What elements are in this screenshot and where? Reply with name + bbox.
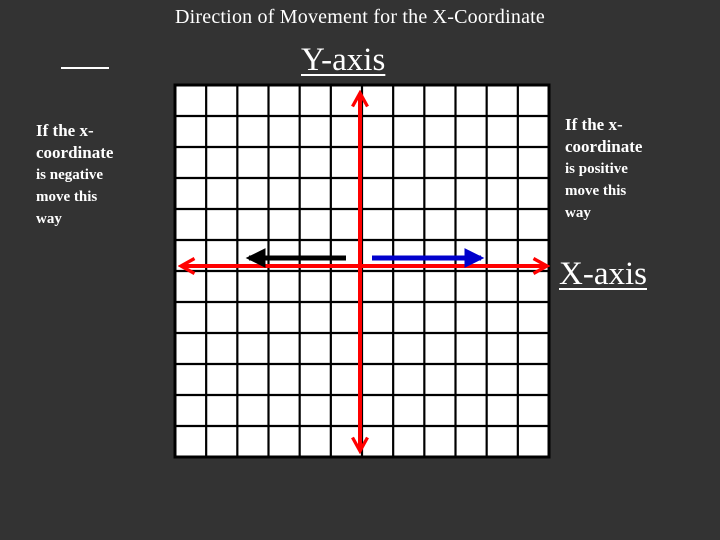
note-line: If the x- — [36, 121, 94, 140]
note-line: is negative — [36, 167, 104, 183]
y-axis-label: Y-axis — [301, 42, 386, 78]
slide-title: Direction of Movement for the X-Coordinate — [175, 6, 545, 28]
note-line: way — [36, 211, 62, 227]
note-line: move this — [36, 189, 98, 205]
note-line: coordinate — [36, 143, 114, 162]
note-line: coordinate — [565, 137, 643, 156]
note-line: If the x- — [565, 115, 623, 134]
x-axis-label: X-axis — [559, 256, 647, 292]
note-line: way — [565, 205, 591, 221]
note-line: is positive — [565, 161, 628, 177]
note-line: move this — [565, 183, 627, 199]
